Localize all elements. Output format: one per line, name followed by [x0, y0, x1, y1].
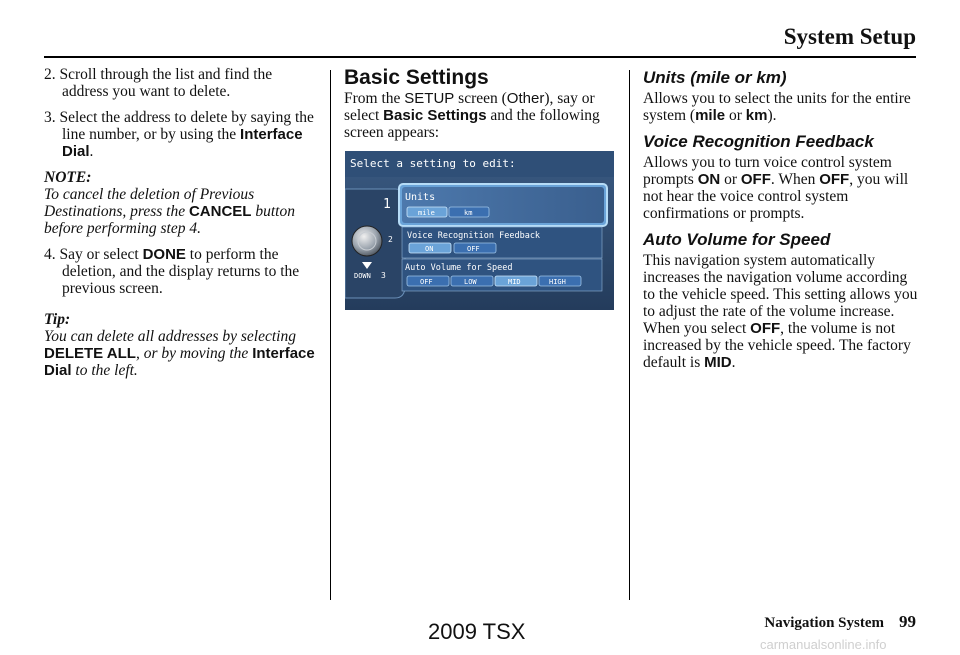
basic-settings-term: Basic Settings: [383, 107, 487, 124]
screen-row-number: 2: [388, 235, 393, 244]
auto-volume-row-title: Auto Volume for Speed: [405, 263, 513, 273]
interface-dial-icon: [352, 226, 382, 256]
off-option: OFF: [467, 245, 480, 253]
low-option: LOW: [464, 278, 477, 286]
auto-volume-text: This navigation system automatically increases the navigation volume according to the vehicle speed. This setting allows you to adjust the rate of the volume increase.: [643, 252, 918, 320]
voice-feedback-heading: Voice Recognition Feedback: [643, 132, 874, 151]
mid-option: MID: [508, 278, 521, 286]
off-option: OFF: [420, 278, 433, 286]
high-option: HIGH: [549, 278, 566, 286]
basic-settings-text: From the SETUP screen (Other), say or select Basic Settings and the following screen appears:: [344, 90, 600, 141]
model-watermark: 2009 TSX: [428, 619, 526, 644]
column-right: [643, 66, 919, 380]
step-3: 3. Select the address to delete by saying the line number, or by using the Interface Dial.: [44, 109, 314, 160]
done-term: DONE: [142, 246, 186, 263]
step-2: 2. Scroll through the list and find the address you want to delete.: [44, 66, 273, 100]
delete-all-term: DELETE ALL: [44, 345, 136, 362]
auto-volume-default-text: When you select OFF, the volume is not increased by the vehicle speed. The factory default is MID.: [643, 320, 911, 371]
voice-feedback-text: Allows you to turn voice control system prompts ON or OFF. When OFF, you will not hear the voice control system confirmations or prompts.: [643, 154, 909, 222]
header-rule: [44, 56, 916, 58]
interface-dial-term: Interface Dial: [44, 345, 315, 379]
km-option: km: [464, 209, 473, 217]
units-text: Allows you to select the units for the entire system (mile or km).: [643, 90, 911, 124]
note-label: NOTE:: [44, 169, 92, 186]
footer-section-label: Navigation System: [764, 615, 884, 631]
voice-feedback-row-title: Voice Recognition Feedback: [407, 231, 541, 241]
screen-down-label: DOWN: [354, 272, 371, 280]
tip-label: Tip:: [44, 311, 71, 328]
on-option: ON: [425, 245, 434, 253]
column-middle: [344, 66, 616, 150]
step-4: 4. Say or select DONE to perform the deletion, and the display returns to the previous screen.: [44, 246, 300, 297]
column-divider: [629, 70, 630, 600]
site-watermark: carmanualsonline.info: [760, 637, 887, 652]
cancel-term: CANCEL: [188, 203, 252, 220]
page-number: 99: [899, 612, 916, 631]
note-text: To cancel the deletion of Previous Destinations, press the CANCEL button before performing step 4.: [44, 186, 295, 237]
screen-row-number: 3: [381, 271, 386, 280]
units-heading: Units (mile or km): [643, 68, 787, 87]
column-left: [44, 66, 320, 388]
page-title: System Setup: [783, 24, 916, 49]
column-divider: [330, 70, 331, 600]
auto-volume-heading: Auto Volume for Speed: [643, 230, 831, 249]
units-row-title: Units: [405, 192, 436, 203]
screen-row-number: 1: [383, 197, 391, 212]
basic-settings-heading: Basic Settings: [344, 66, 489, 89]
tip-text: You can delete all addresses by selecting DELETE ALL, or by moving the Interface Dial to the left.: [44, 328, 315, 379]
basic-settings-screen-image: [345, 151, 614, 310]
screen-prompt: Select a setting to edit:: [350, 157, 516, 170]
mile-option: mile: [418, 209, 435, 217]
interface-dial-term: Interface Dial: [62, 126, 303, 160]
